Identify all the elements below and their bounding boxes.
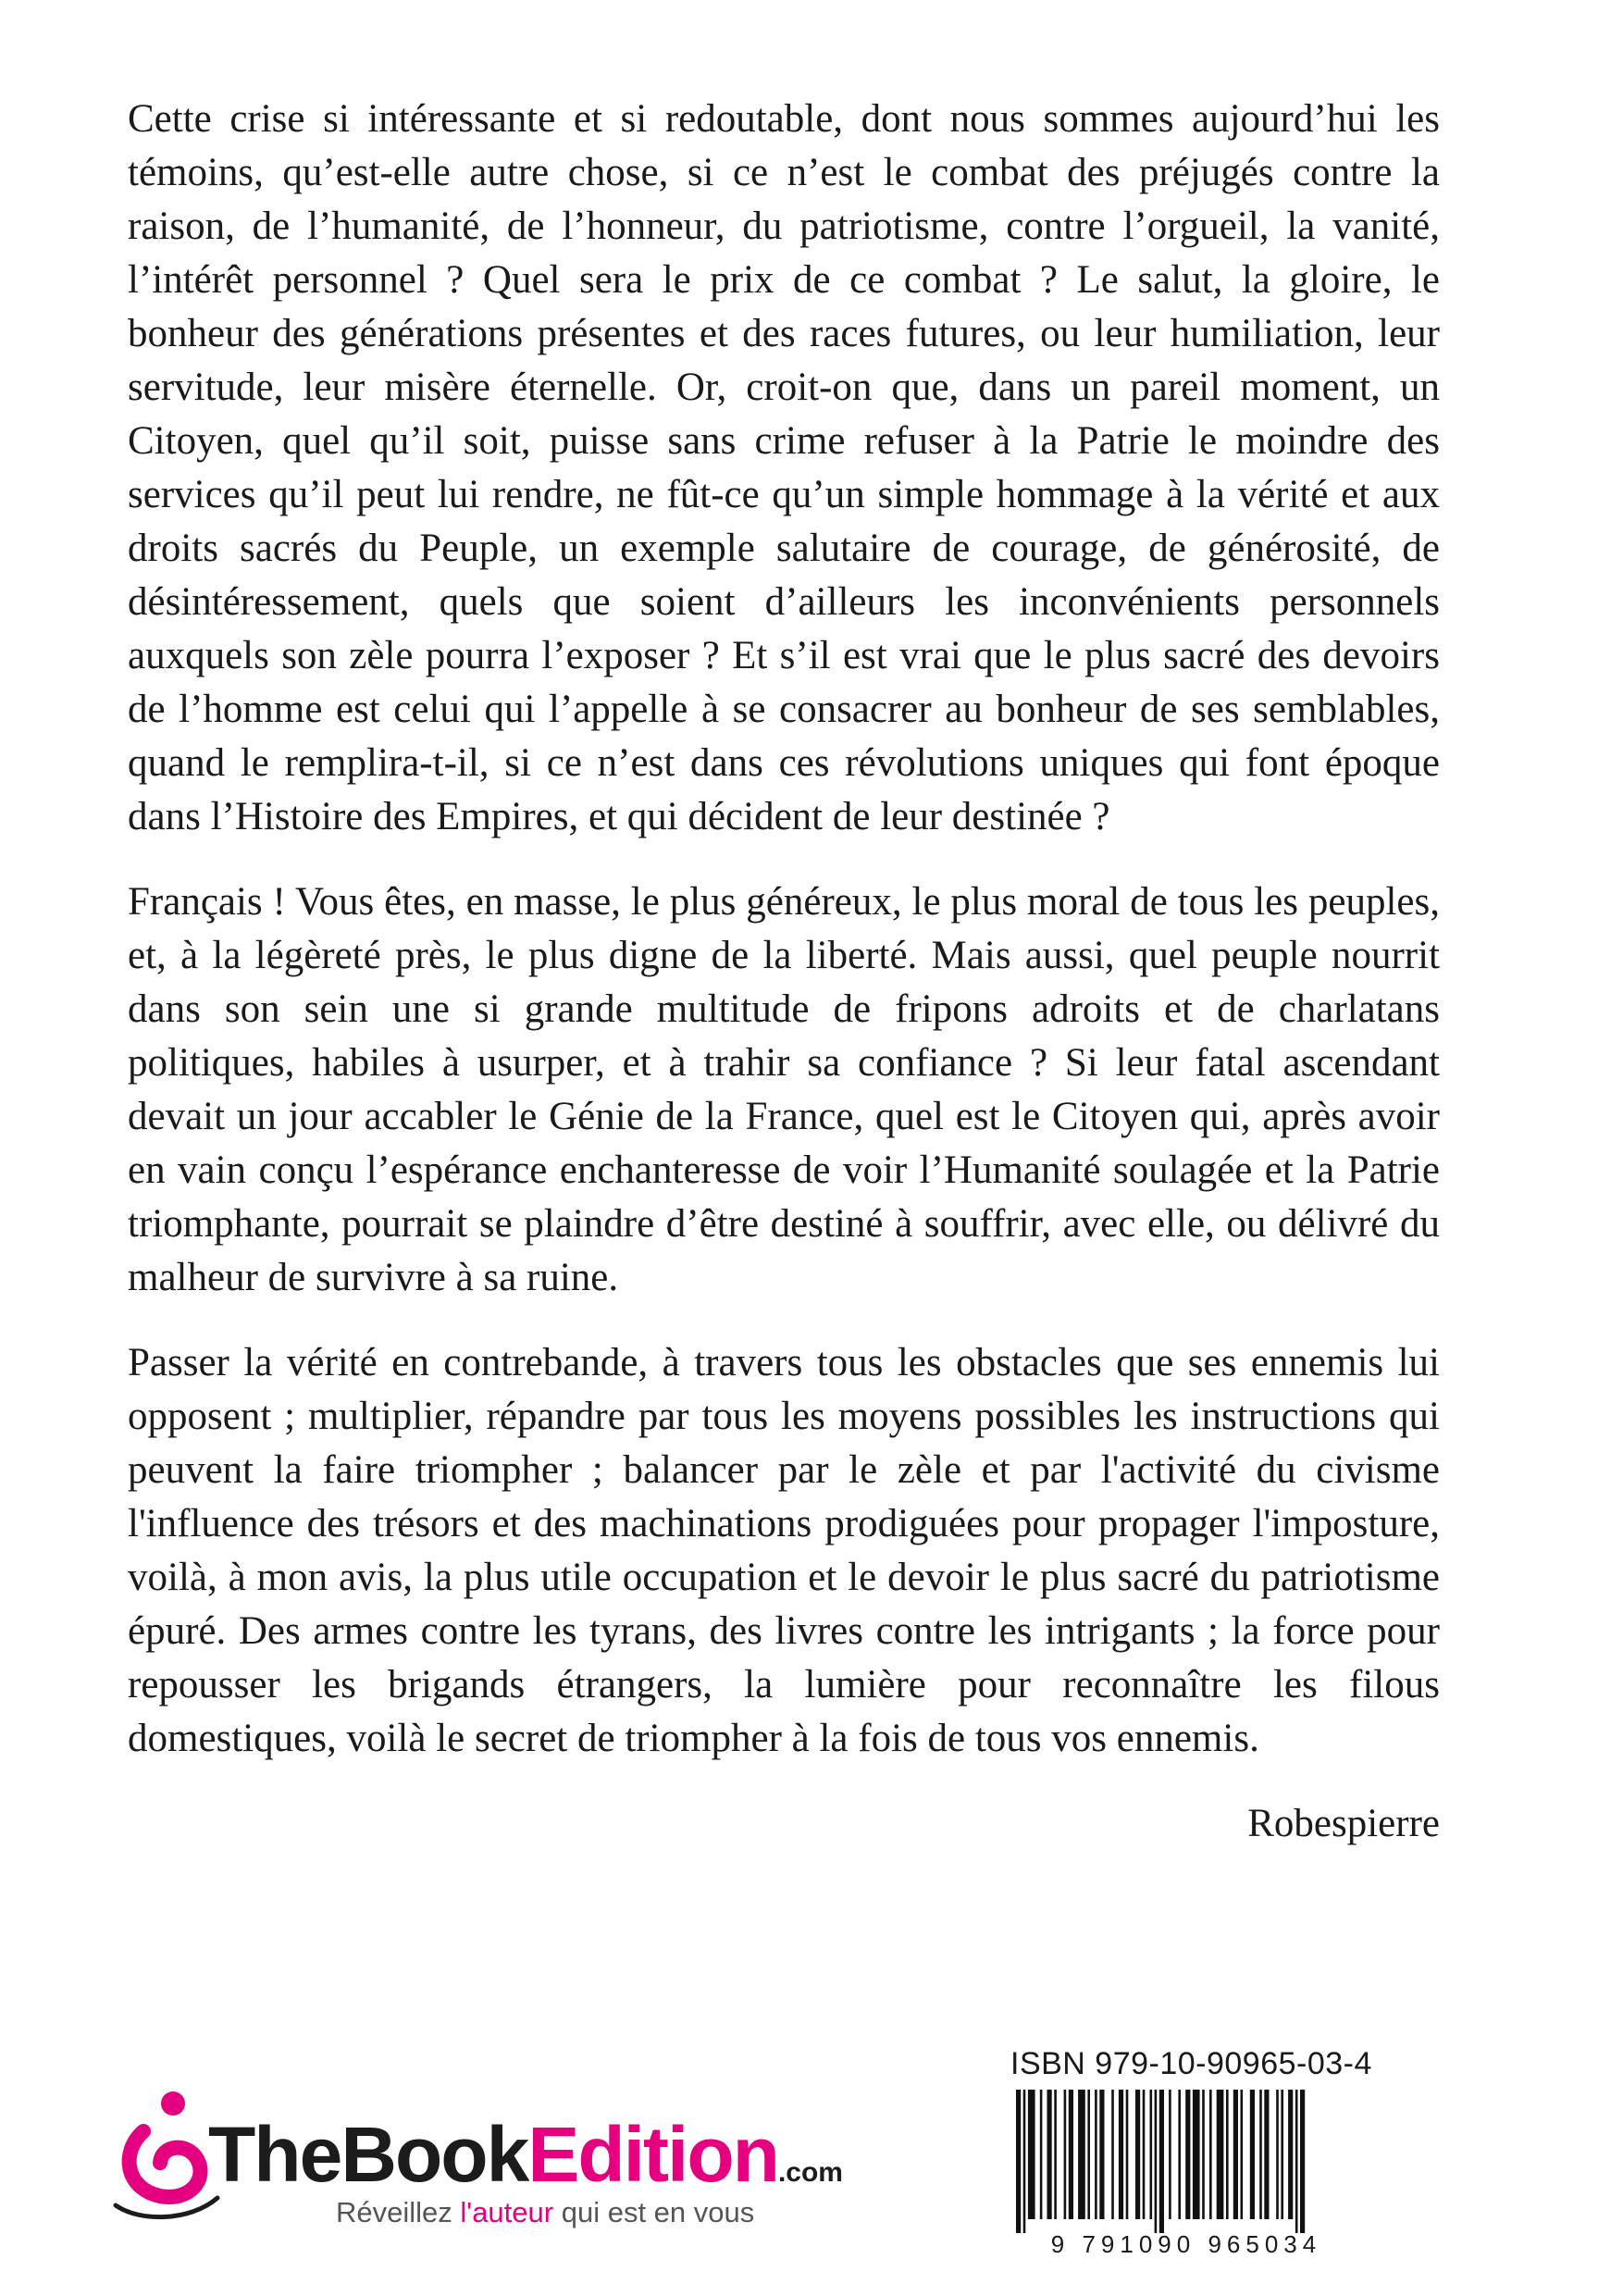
isbn-barcode-block	[1010, 2045, 1372, 2263]
tagline-accent: l'auteur	[460, 2196, 554, 2228]
barcode-digits: 9 791090 965034	[1050, 2230, 1322, 2258]
back-cover-text	[128, 93, 1440, 1851]
author-signature: Robespierre	[1247, 1802, 1440, 1845]
publisher-name-part2: Edition	[527, 2111, 778, 2198]
tagline-before: Réveillez	[336, 2196, 461, 2228]
publisher-tagline	[336, 2196, 754, 2229]
isbn-label: ISBN 979-10-90965-03-4	[1010, 2046, 1372, 2081]
paragraph-3: Passer la vérité en contrebande, à travers tous les obstacles que ses ennemis lui opposent ; multiplier, répandre par tous les moyens possibles les instructions qui peuvent la faire triompher ; balancer par le zèle et par l'activité du civisme l'influence des trésors et des machinations prodiguées pour propager l'imposture, voilà, à mon avis, la plus utile occupation et le devoir le plus sacré du patriotisme épuré. Des armes contre les tyrans, des livres contre les intrigants ; la force pour repousser les brigands étrangers, la lumière pour reconnaître les filous domestiques, voilà le secret de triompher à la fois de tous vos ennemis.	[128, 1341, 1440, 1760]
publisher-name-part1: TheBook	[208, 2111, 528, 2198]
paragraph-2: Français ! Vous êtes, en masse, le plus généreux, le plus moral de tous les peuples, et, à la légèreté près, le plus digne de la liberté. Mais aussi, quel peuple nourrit dans son sein une si grande multitude de fripons adroits et de charlatans politiques, habiles à usurper, et à trahir sa confiance ? Si leur fatal ascendant devait un jour accabler le Génie de la France, quel est le Citoyen qui, après avoir en vain conçu l’espérance enchanteresse de voir l’Humanité soulagée et la Patrie triomphante, pourrait se plaindre d’être destiné à souffrir, avec elle, ou délivré du malheur de survivre à sa ruine.	[128, 880, 1440, 1299]
publisher-domain-suffix: .com	[777, 2157, 843, 2188]
publisher-logo	[88, 2087, 843, 2235]
tagline-after: qui est en vous	[553, 2196, 755, 2228]
barcode	[1010, 2090, 1362, 2233]
paragraph-1: Cette crise si intéressante et si redoutable, dont nous sommes aujourd’hui les témoins, qu’est-elle autre chose, si ce n’est le combat des préjugés contre la raison, de l’humanité, de l’honneur, du patriotisme, contre l’orgueil, la vanité, l’intérêt personnel ? Quel sera le prix de ce combat ? Le salut, la gloire, le bonheur des générations présentes et des races futures, ou leur humiliation, leur servitude, leur misère éternelle. Or, croit-on que, dans un pareil moment, un Citoyen, quel qu’il soit, puisse sans crime refuser à la Patrie le moindre des services qu’il peut lui rendre, ne fût-ce qu’un simple hommage à la vérité et aux droits sacrés du Peuple, un exemple salutaire de courage, de générosité, de désintéressement, quels que soient d’ailleurs les inconvénients personnels auxquels son zèle pourra l’exposer ? Et s’il est vrai que le plus sacré des devoirs de l’homme est celui qui l’appelle à se consacrer au bonheur de ses semblables, quand le remplira-t-il, si ce n’est dans ces révolutions uniques qui font époque dans l’Histoire des Empires, et qui décident de leur destinée ?	[128, 97, 1440, 838]
